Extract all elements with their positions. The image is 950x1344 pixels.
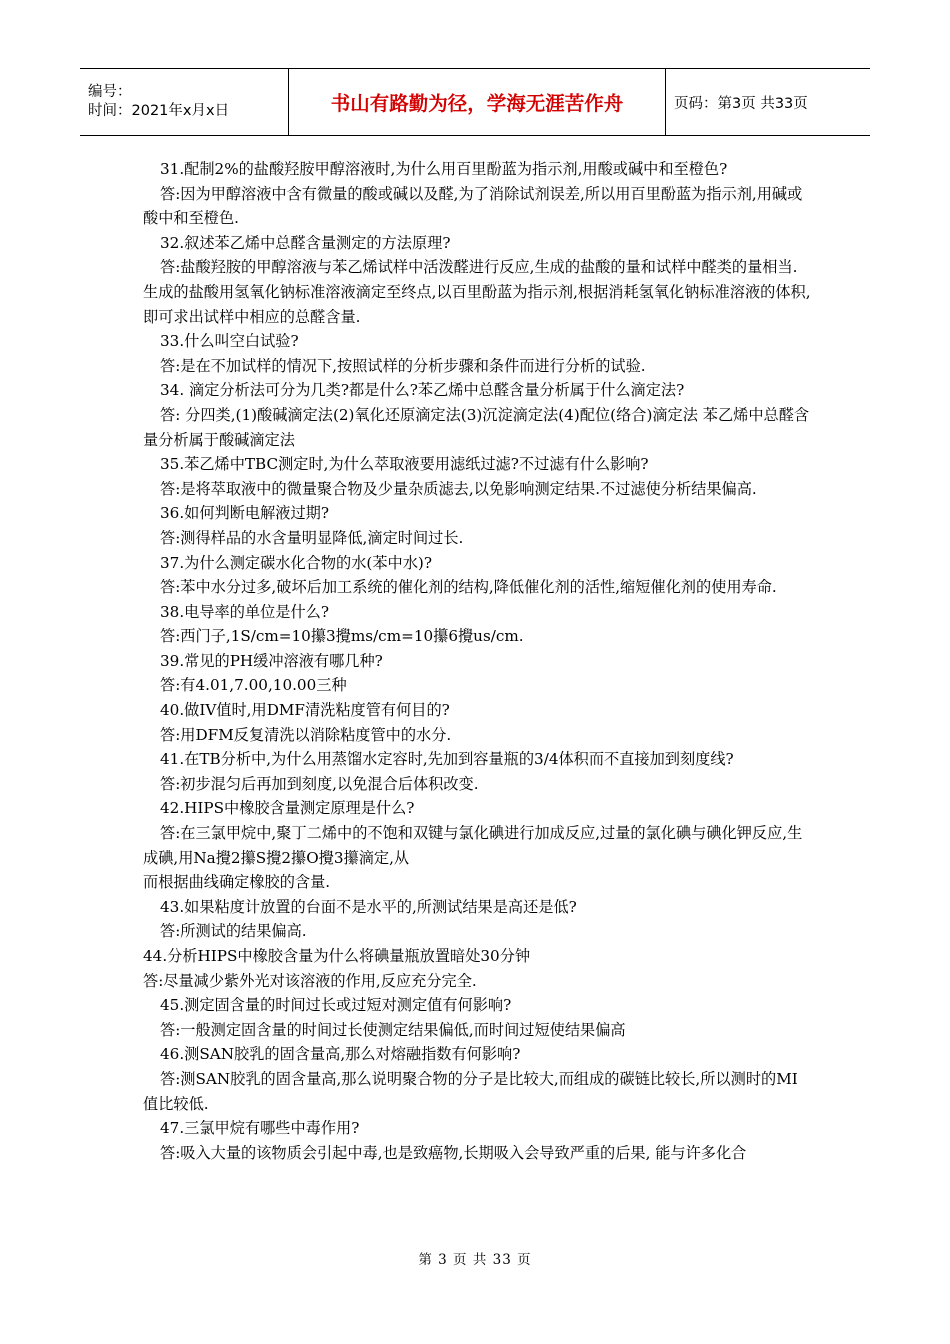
question-paragraph: 31.配制2%的盐酸羟胺甲醇溶液时,为什么用百里酚蓝为指示剂,用酸或碱中和至橙色? [160, 160, 728, 178]
header-motto: 书山有路勤为径，学海无涯苦作舟 [289, 69, 666, 136]
answer-paragraph: 答:盐酸羟胺的甲醇溶液与苯乙烯试样中活泼醛进行反应,生成的盐酸的量和试样中醛类的量相当. 生成的盐酸用氢氧化钠标准溶液滴定至终点,以百里酚蓝为指示剂,根据消耗氢氧化钠标准溶液的体积,即可求出试样中相应的总醛含量. [143, 258, 811, 326]
question-paragraph: 39.常见的PH缓冲溶液有哪几种? [160, 651, 383, 670]
body-paragraph: 答:尽量减少紫外光对该溶液的作用,反应充分完全. [143, 971, 477, 990]
document-number-label: 编号： [88, 84, 132, 100]
question-paragraph: 41.在TB分析中,为什么用蒸馏水定容时,先加到容量瓶的3/4体积而不直接加到刻度线? [160, 750, 734, 769]
answer-paragraph: 答:西门子,1S/cm=10攥3攪ms/cm=10攥6攪us/cm. [160, 627, 524, 646]
question-paragraph: 32.叙述苯乙烯中总醛含量测定的方法原理? [160, 233, 451, 252]
question-paragraph: 47.三氯甲烷有哪些中毒作用? [160, 1119, 360, 1138]
question-paragraph: 38.电导率的单位是什么? [160, 602, 329, 621]
page-header [80, 68, 870, 136]
body-paragraph: 而根据曲线确定橡胶的含量. [143, 873, 331, 892]
question-paragraph: 33.什么叫空白试验? [160, 332, 299, 351]
answer-paragraph: 答:吸入大量的该物质会引起中毒,也是致癌物,长期吸入会导致严重的后果, 能与许多化合 [160, 1143, 747, 1162]
document-body [143, 157, 811, 1165]
answer-paragraph: 答:因为甲醇溶液中含有微量的酸或碱以及醛,为了消除试剂误差,所以用百里酚蓝为指示剂,用碱或酸中和至橙色. [143, 184, 803, 228]
header-page-code: 页码：第3页 共33页 [666, 69, 871, 136]
answer-paragraph: 答: 分四类,(1)酸碱滴定法(2)氧化还原滴定法(3)沉淀滴定法(4)配位(络合)滴定法 苯乙烯中总醛含量分析属于酸碱滴定法 [143, 405, 810, 449]
answer-paragraph: 答:苯中水分过多,破坏后加工系统的催化剂的结构,降低催化剂的活性,缩短催化剂的使用寿命. [160, 578, 777, 597]
answer-paragraph: 答:所测试的结果偏高. [160, 922, 307, 941]
question-paragraph: 36.如何判断电解液过期? [160, 504, 329, 523]
answer-paragraph: 答:一般测定固含量的时间过长使测定结果偏低,而时间过短使结果偏高 [160, 1020, 626, 1039]
question-paragraph: 40.做IV值时,用DMF清洗粘度管有何目的? [160, 701, 450, 720]
body-paragraph: 44.分析HIPS中橡胶含量为什么将碘量瓶放置暗处30分钟 [143, 947, 531, 965]
answer-paragraph: 答:是将萃取液中的微量聚合物及少量杂质滤去,以免影响测定结果.不过滤使分析结果偏高. [160, 479, 757, 498]
header-meta [80, 69, 289, 136]
document-date: 时间：2021年x月x日 [88, 103, 230, 119]
page-footer: 第 3 页 共 33 页 [418, 1252, 532, 1268]
question-paragraph: 45.测定固含量的时间过长或过短对测定值有何影响? [160, 996, 512, 1015]
answer-paragraph: 答:测得样品的水含量明显降低,滴定时间过长. [160, 528, 464, 547]
answer-paragraph: 答:用DFM反复清洗以消除粘度管中的水分. [160, 725, 452, 744]
answer-paragraph: 答:在三氯甲烷中,聚丁二烯中的不饱和双键与氯化碘进行加成反应,过量的氯化碘与碘化钾反应,生成碘,用Na攪2攥S攪2攥O攪3攥滴定,从 [143, 824, 803, 867]
answer-paragraph: 答:有4.01,7.00,10.00三种 [160, 676, 347, 695]
question-paragraph: 34. 滴定分析法可分为几类?都是什么?苯乙烯中总醛含量分析属于什么滴定法? [160, 381, 685, 400]
question-paragraph: 42.HIPS中橡胶含量测定原理是什么? [160, 799, 415, 818]
answer-paragraph: 答:测SAN胶乳的固含量高,那么说明聚合物的分子是比较大,而组成的碳链比较长,所以测时的MI值比较低. [143, 1069, 798, 1113]
answer-paragraph: 答:初步混匀后再加到刻度,以免混合后体积改变. [160, 774, 479, 793]
question-paragraph: 46.测SAN胶乳的固含量高,那么对熔融指数有何影响? [160, 1045, 521, 1064]
question-paragraph: 43.如果粘度计放置的台面不是水平的,所测试结果是高还是低? [160, 897, 577, 916]
answer-paragraph: 答:是在不加试样的情况下,按照试样的分析步骤和条件而进行分析的试验. [160, 356, 646, 375]
question-paragraph: 35.苯乙烯中TBC测定时,为什么萃取液要用滤纸过滤?不过滤有什么影响? [160, 455, 649, 474]
question-paragraph: 37.为什么测定碳水化合物的水(苯中水)? [160, 553, 432, 572]
